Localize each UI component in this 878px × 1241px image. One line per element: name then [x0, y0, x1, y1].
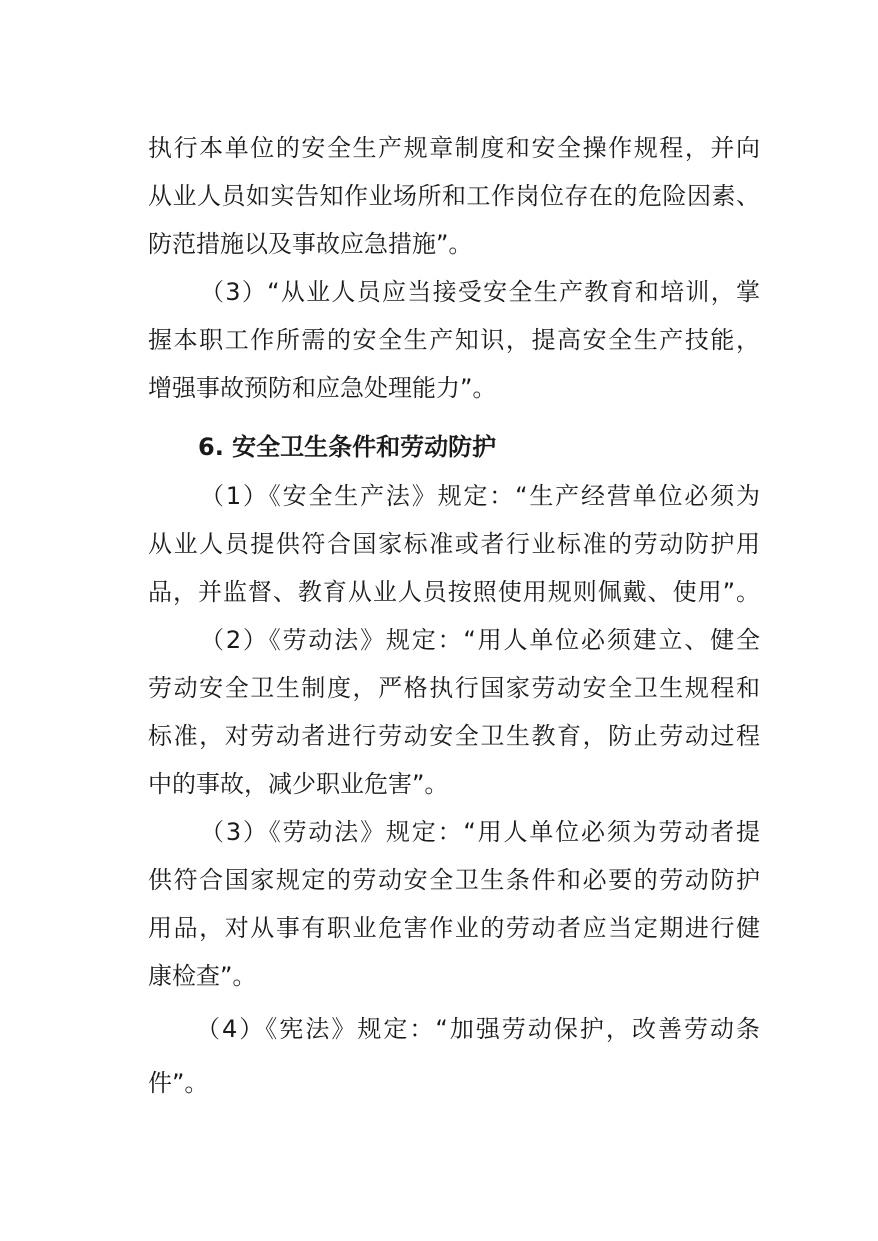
paragraph-line: （3）《劳动法》规定：“用人单位必须为劳动者提 — [200, 818, 760, 846]
paragraph-line: （3）“从业人员应当接受安全生产教育和培训，掌 — [200, 278, 760, 306]
paragraph-line: 供符合国家规定的劳动安全卫生条件和必要的劳动防护 — [148, 866, 760, 894]
paragraph-line: 品，并监督、教育从业人员按照使用规则佩戴、使用”。 — [148, 578, 760, 606]
paragraph-line: 防范措施以及事故应急措施”。 — [148, 230, 473, 258]
paragraph-line: 从业人员提供符合国家标准或者行业标准的劳动防护用 — [148, 530, 760, 558]
paragraph-line: （1）《安全生产法》规定：“生产经营单位必须为 — [200, 482, 760, 510]
paragraph-line: 中的事故，减少职业危害”。 — [148, 770, 449, 798]
paragraph-line: （2）《劳动法》规定：“用人单位必须建立、健全 — [200, 626, 760, 654]
paragraph-line: 从业人员如实告知作业场所和工作岗位存在的危险因素、 — [148, 182, 760, 210]
paragraph-line: 用品，对从事有职业危害作业的劳动者应当定期进行健 — [148, 914, 760, 942]
paragraph-line: 康检查”。 — [148, 962, 257, 990]
paragraph-line: 握本职工作所需的安全生产知识，提高安全生产技能， — [148, 326, 760, 354]
paragraph-line: 劳动安全卫生制度，严格执行国家劳动安全卫生规程和 — [148, 674, 760, 702]
paragraph-line: （4）《宪法》规定：“加强劳动保护，改善劳动条 — [196, 1015, 760, 1043]
paragraph-line: 执行本单位的安全生产规章制度和安全操作规程，并向 — [148, 134, 760, 162]
paragraph-line: 件”。 — [148, 1069, 209, 1097]
paragraph-line: 标准，对劳动者进行劳动安全卫生教育，防止劳动过程 — [148, 722, 760, 750]
section-heading: 6. 安全卫生条件和劳动防护 — [198, 433, 497, 461]
paragraph-line: 增强事故预防和应急处理能力”。 — [148, 374, 497, 402]
